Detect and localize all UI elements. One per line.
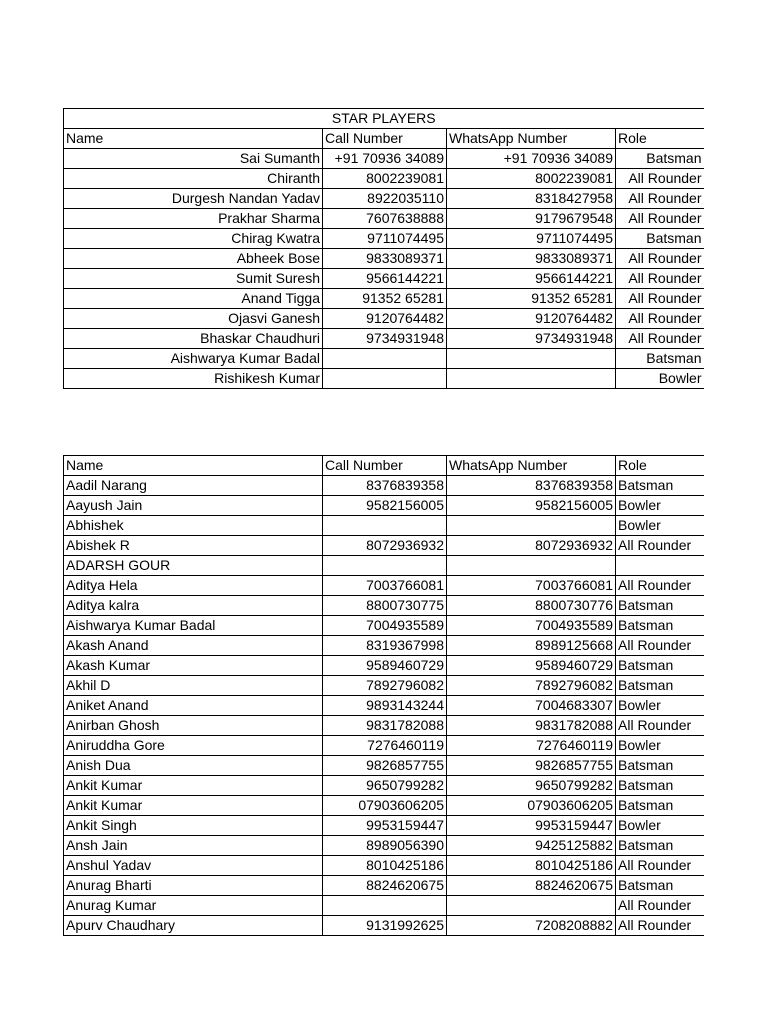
cell-call-number[interactable]: 7003766081	[323, 576, 447, 596]
cell-role[interactable]: Batsman	[616, 776, 704, 796]
column-header-role[interactable]: Role	[616, 129, 704, 149]
cell-call-number[interactable]: 7892796082	[323, 676, 447, 696]
table-row	[64, 496, 704, 516]
cell-call-number[interactable]: 9650799282	[323, 776, 447, 796]
table-row	[64, 656, 704, 676]
cell-role[interactable]: All Rounder	[616, 289, 704, 309]
cell-name[interactable]: Chiranth	[64, 169, 323, 189]
cell-role[interactable]: All Rounder	[616, 916, 704, 936]
column-header-call-number[interactable]: Call Number	[323, 456, 447, 476]
cell-name[interactable]: Ansh Jain	[64, 836, 323, 856]
star-players-header-row	[64, 129, 704, 149]
column-header-name[interactable]: Name	[64, 129, 323, 149]
star-players-table	[63, 108, 704, 389]
cell-call-number[interactable]	[323, 349, 447, 369]
cell-whatsapp-number[interactable]: 8824620675	[447, 876, 616, 896]
cell-name[interactable]: Anish Dua	[64, 756, 323, 776]
cell-name[interactable]: Ankit Kumar	[64, 796, 323, 816]
table-row	[64, 876, 704, 896]
table-row	[64, 756, 704, 776]
cell-call-number[interactable]	[323, 369, 447, 389]
cell-name[interactable]: Durgesh Nandan Yadav	[64, 189, 323, 209]
cell-name[interactable]: Aditya Hela	[64, 576, 323, 596]
cell-whatsapp-number[interactable]: 9826857755	[447, 756, 616, 776]
cell-name[interactable]: Anurag Bharti	[64, 876, 323, 896]
cell-name[interactable]: Aditya kalra	[64, 596, 323, 616]
cell-role[interactable]: All Rounder	[616, 329, 704, 349]
cell-call-number[interactable]: 8800730775	[323, 596, 447, 616]
cell-name[interactable]: Aayush Jain	[64, 496, 323, 516]
cell-whatsapp-number[interactable]: 9711074495	[447, 229, 616, 249]
cell-role[interactable]: Batsman	[616, 796, 704, 816]
cell-whatsapp-number[interactable]: 7208208882	[447, 916, 616, 936]
cell-name[interactable]: Anirban Ghosh	[64, 716, 323, 736]
column-header-name[interactable]: Name	[64, 456, 323, 476]
cell-name[interactable]: Anand Tigga	[64, 289, 323, 309]
players-header-row	[64, 456, 704, 476]
table-row	[64, 349, 704, 369]
cell-call-number[interactable]: 9734931948	[323, 329, 447, 349]
cell-call-number[interactable]: 8072936932	[323, 536, 447, 556]
cell-name[interactable]: Aishwarya Kumar Badal	[64, 616, 323, 636]
cell-whatsapp-number[interactable]: 9179679548	[447, 209, 616, 229]
cell-name[interactable]: Apurv Chaudhary	[64, 916, 323, 936]
cell-call-number[interactable]: 9566144221	[323, 269, 447, 289]
cell-call-number[interactable]: 9131992625	[323, 916, 447, 936]
table-row	[64, 229, 704, 249]
cell-name[interactable]: ADARSH GOUR	[64, 556, 323, 576]
cell-name[interactable]: Aniket Anand	[64, 696, 323, 716]
table-row	[64, 616, 704, 636]
cell-name[interactable]: Abishek R	[64, 536, 323, 556]
cell-role[interactable]: Batsman	[616, 756, 704, 776]
players-table	[63, 455, 704, 936]
cell-call-number[interactable]: 9589460729	[323, 656, 447, 676]
cell-whatsapp-number[interactable]: 91352 65281	[447, 289, 616, 309]
table-row	[64, 796, 704, 816]
cell-role[interactable]: All Rounder	[616, 249, 704, 269]
cell-whatsapp-number[interactable]	[447, 556, 616, 576]
table-row	[64, 476, 704, 496]
table-row	[64, 516, 704, 536]
cell-whatsapp-number[interactable]: 9734931948	[447, 329, 616, 349]
table-row	[64, 836, 704, 856]
column-header-call-number[interactable]: Call Number	[323, 129, 447, 149]
cell-whatsapp-number[interactable]: 07903606205	[447, 796, 616, 816]
cell-whatsapp-number[interactable]: 9582156005	[447, 496, 616, 516]
cell-role[interactable]: All Rounder	[616, 269, 704, 289]
cell-call-number[interactable]: 9833089371	[323, 249, 447, 269]
cell-name[interactable]: Ankit Singh	[64, 816, 323, 836]
cell-name[interactable]: Prakhar Sharma	[64, 209, 323, 229]
cell-name[interactable]: Chirag Kwatra	[64, 229, 323, 249]
cell-role[interactable]: Bowler	[616, 496, 704, 516]
table-row	[64, 369, 704, 389]
cell-name[interactable]: Sai Sumanth	[64, 149, 323, 169]
cell-call-number[interactable]: 8376839358	[323, 476, 447, 496]
cell-name[interactable]: Aishwarya Kumar Badal	[64, 349, 323, 369]
cell-whatsapp-number[interactable]: 7276460119	[447, 736, 616, 756]
cell-name[interactable]: Aadil Narang	[64, 476, 323, 496]
cell-call-number[interactable]: 8922035110	[323, 189, 447, 209]
cell-whatsapp-number[interactable]: 8989125668	[447, 636, 616, 656]
cell-name[interactable]: Akash Kumar	[64, 656, 323, 676]
cell-whatsapp-number[interactable]: +91 70936 34089	[447, 149, 616, 169]
cell-call-number[interactable]: 8319367998	[323, 636, 447, 656]
table-row	[64, 816, 704, 836]
column-header-role[interactable]: Role	[616, 456, 704, 476]
cell-role[interactable]: Bowler	[616, 516, 704, 536]
cell-call-number[interactable]: 8824620675	[323, 876, 447, 896]
cell-whatsapp-number[interactable]	[447, 516, 616, 536]
cell-call-number[interactable]: 7276460119	[323, 736, 447, 756]
cell-whatsapp-number[interactable]: 7004935589	[447, 616, 616, 636]
cell-whatsapp-number[interactable]: 8376839358	[447, 476, 616, 496]
cell-role[interactable]: Batsman	[616, 149, 704, 169]
cell-name[interactable]: Ojasvi Ganesh	[64, 309, 323, 329]
cell-role[interactable]: Batsman	[616, 616, 704, 636]
cell-role[interactable]: Bowler	[616, 696, 704, 716]
cell-role[interactable]: Bowler	[616, 369, 704, 389]
cell-role[interactable]: All Rounder	[616, 856, 704, 876]
table-row	[64, 556, 704, 576]
table-row	[64, 249, 704, 269]
cell-whatsapp-number[interactable]: 9425125882	[447, 836, 616, 856]
cell-name[interactable]: Rishikesh Kumar	[64, 369, 323, 389]
cell-name[interactable]: Sumit Suresh	[64, 269, 323, 289]
cell-role[interactable]: All Rounder	[616, 896, 704, 916]
cell-call-number[interactable]: 9711074495	[323, 229, 447, 249]
cell-whatsapp-number[interactable]: 9953159447	[447, 816, 616, 836]
cell-role[interactable]: All Rounder	[616, 309, 704, 329]
cell-whatsapp-number[interactable]: 8318427958	[447, 189, 616, 209]
cell-call-number[interactable]: 9582156005	[323, 496, 447, 516]
table-row	[64, 696, 704, 716]
table-row	[64, 269, 704, 289]
cell-role[interactable]: Batsman	[616, 349, 704, 369]
cell-name[interactable]: Anshul Yadav	[64, 856, 323, 876]
cell-whatsapp-number[interactable]	[447, 349, 616, 369]
cell-whatsapp-number[interactable]: 7892796082	[447, 676, 616, 696]
cell-role[interactable]: Batsman	[616, 596, 704, 616]
cell-call-number[interactable]: 7004935589	[323, 616, 447, 636]
cell-whatsapp-number[interactable]: 9589460729	[447, 656, 616, 676]
table-row	[64, 676, 704, 696]
cell-name[interactable]: Ankit Kumar	[64, 776, 323, 796]
cell-name[interactable]: Aniruddha Gore	[64, 736, 323, 756]
cell-role[interactable]: Batsman	[616, 656, 704, 676]
cell-call-number[interactable]	[323, 896, 447, 916]
cell-whatsapp-number[interactable]: 7004683307	[447, 696, 616, 716]
players-body	[64, 476, 704, 936]
table-row	[64, 596, 704, 616]
cell-role[interactable]: All Rounder	[616, 576, 704, 596]
cell-call-number[interactable]: 9826857755	[323, 756, 447, 776]
table-row	[64, 169, 704, 189]
cell-whatsapp-number[interactable]: 9120764482	[447, 309, 616, 329]
cell-role[interactable]: All Rounder	[616, 209, 704, 229]
cell-call-number[interactable]: 7607638888	[323, 209, 447, 229]
table-row	[64, 576, 704, 596]
cell-role[interactable]: All Rounder	[616, 169, 704, 189]
cell-name[interactable]: Anurag Kumar	[64, 896, 323, 916]
table-row	[64, 329, 704, 349]
cell-role[interactable]: All Rounder	[616, 189, 704, 209]
cell-role[interactable]: Batsman	[616, 476, 704, 496]
cell-call-number[interactable]: 8010425186	[323, 856, 447, 876]
table-row	[64, 776, 704, 796]
table-row	[64, 536, 704, 556]
cell-role[interactable]: Batsman	[616, 676, 704, 696]
cell-whatsapp-number[interactable]: 9833089371	[447, 249, 616, 269]
cell-name[interactable]: Abheek Bose	[64, 249, 323, 269]
column-header-whatsapp-number[interactable]: WhatsApp Number	[447, 456, 616, 476]
cell-whatsapp-number[interactable]: 7003766081	[447, 576, 616, 596]
table-row	[64, 189, 704, 209]
cell-call-number[interactable]: 9893143244	[323, 696, 447, 716]
cell-whatsapp-number[interactable]: 8072936932	[447, 536, 616, 556]
column-header-whatsapp-number[interactable]: WhatsApp Number	[447, 129, 616, 149]
table-row	[64, 309, 704, 329]
cell-role[interactable]: Batsman	[616, 229, 704, 249]
table-row	[64, 916, 704, 936]
cell-role[interactable]: All Rounder	[616, 636, 704, 656]
table-row	[64, 716, 704, 736]
cell-role[interactable]: Batsman	[616, 836, 704, 856]
cell-call-number[interactable]: 8989056390	[323, 836, 447, 856]
cell-call-number[interactable]: 9831782088	[323, 716, 447, 736]
cell-name[interactable]: Akhil D	[64, 676, 323, 696]
cell-role[interactable]	[616, 556, 704, 576]
cell-call-number[interactable]: +91 70936 34089	[323, 149, 447, 169]
star-players-title-row	[64, 109, 704, 129]
cell-whatsapp-number[interactable]: 8010425186	[447, 856, 616, 876]
cell-role[interactable]: Bowler	[616, 736, 704, 756]
cell-whatsapp-number[interactable]: 9566144221	[447, 269, 616, 289]
table-row	[64, 289, 704, 309]
cell-name[interactable]: Abhishek	[64, 516, 323, 536]
table-row	[64, 209, 704, 229]
table-row	[64, 736, 704, 756]
cell-whatsapp-number[interactable]: 9831782088	[447, 716, 616, 736]
cell-call-number[interactable]: 07903606205	[323, 796, 447, 816]
cell-call-number[interactable]: 9120764482	[323, 309, 447, 329]
table-row	[64, 896, 704, 916]
cell-whatsapp-number[interactable]: 9650799282	[447, 776, 616, 796]
cell-whatsapp-number[interactable]: 8800730776	[447, 596, 616, 616]
cell-role[interactable]: Batsman	[616, 876, 704, 896]
cell-name[interactable]: Akash Anand	[64, 636, 323, 656]
cell-role[interactable]: Bowler	[616, 816, 704, 836]
cell-name[interactable]: Bhaskar Chaudhuri	[64, 329, 323, 349]
cell-call-number[interactable]: 9953159447	[323, 816, 447, 836]
cell-call-number[interactable]	[323, 516, 447, 536]
cell-role[interactable]: All Rounder	[616, 716, 704, 736]
cell-call-number[interactable]: 8002239081	[323, 169, 447, 189]
cell-call-number[interactable]	[323, 556, 447, 576]
table-row	[64, 636, 704, 656]
cell-whatsapp-number[interactable]	[447, 896, 616, 916]
table-row	[64, 149, 704, 169]
cell-whatsapp-number[interactable]: 8002239081	[447, 169, 616, 189]
star-players-title: STAR PLAYERS	[64, 109, 704, 129]
cell-whatsapp-number[interactable]	[447, 369, 616, 389]
cell-call-number[interactable]: 91352 65281	[323, 289, 447, 309]
cell-role[interactable]: All Rounder	[616, 536, 704, 556]
star-players-body	[64, 149, 704, 389]
table-row	[64, 856, 704, 876]
